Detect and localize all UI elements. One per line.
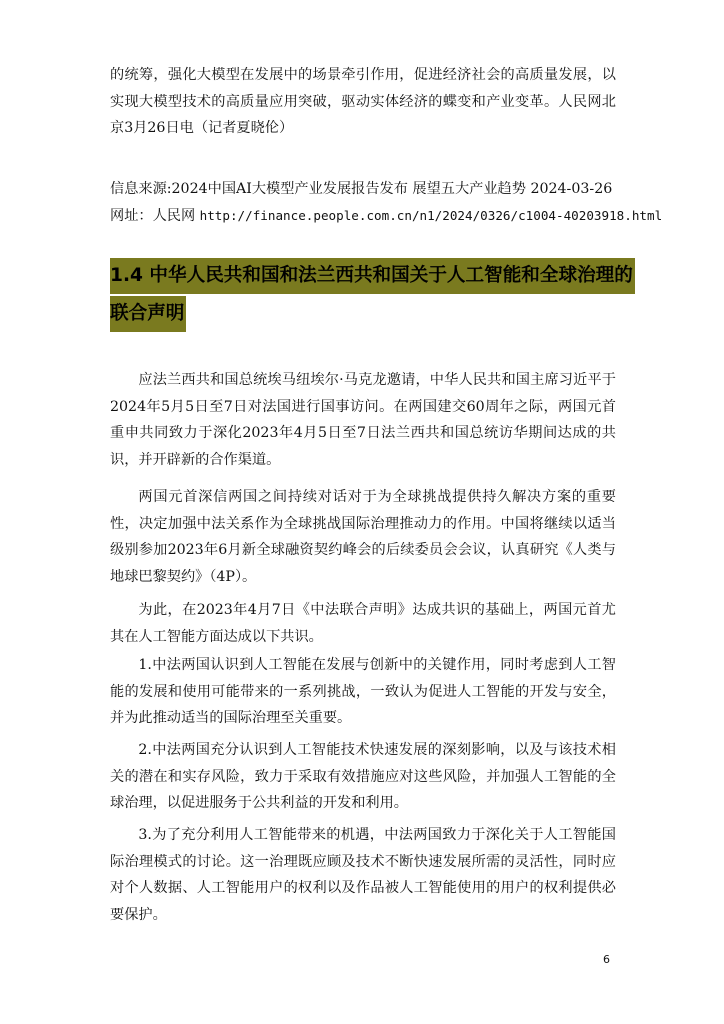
body-paragraph-6: 3.为了充分利用人工智能带来的机遇，中法两国致力于深化关于人工智能国际治理模式的讨论。这一治理既应顾及技术不断快速发展所需的灵活性，同时应对个人数据、人工智能用户的权利以及作品被人工智能使用的用户的权利提供必要保护。: [110, 827, 616, 923]
section-heading-line-1: 1.4 中华人民共和国和法兰西共和国关于人工智能和全球治理的: [110, 258, 635, 294]
body-paragraph-5: 2.中法两国充分认识到人工智能技术快速发展的深刻影响，以及与该技术相关的潜在和实存风险，致力于采取有效措施应对这些风险，并加强人工智能的全球治理，以促进服务于公共利益的开发和利用。: [110, 742, 616, 811]
source-info-line: 信息来源:2024中国AI大模型产业发展报告发布 展望五大产业趋势 2024-03-26: [110, 181, 613, 197]
continuation-paragraph: 的统筹，强化大模型在发展中的场景牵引作用，促进经济社会的高质量发展，以实现大模型技术的高质量应用突破，驱动实体经济的蝶变和产业变革。人民网北京3月26日电（记者夏晓伦）: [110, 67, 616, 136]
body-paragraph-1: 应法兰西共和国总统埃马纽埃尔·马克龙邀请，中华人民共和国主席习近平于2024年5月5日至7日对法国进行国事访问。在两国建交60周年之际，两国元首重申共同致力于深化2023年4月5日至7日法兰西共和国总统访华期间达成的共识，并开辟新的合作渠道。: [110, 372, 616, 468]
section-heading-line-2: 联合声明: [110, 296, 186, 332]
body-paragraph-4: 1.中法两国认识到人工智能在发展与创新中的关键作用，同时考虑到人工智能的发展和使用可能带来的一系列挑战，一致认为促进人工智能的开发与安全，并为此推动适当的国际治理至关重要。: [110, 657, 616, 726]
source-url-line: [110, 203, 663, 229]
body-paragraph-3: 为此，在2023年4月7日《中法联合声明》达成共识的基础上，两国元首尤其在人工智能方面达成以下共识。: [110, 602, 616, 645]
source-url-link[interactable]: http://finance.people.com.cn/n1/2024/0326/c1004-40203918.html: [199, 208, 663, 223]
source-url-prefix: 网址：人民网: [110, 208, 200, 224]
body-paragraph-2: 两国元首深信两国之间持续对话对于为全球挑战提供持久解决方案的重要性，决定加强中法关系作为全球挑战国际治理推动力的作用。中国将继续以适当级别参加2023年6月新全球融资契约峰会的后续委员会会议，认真研究《人类与地球巴黎契约》（4P）。: [110, 489, 616, 585]
section-heading: [110, 258, 633, 332]
page-number: 6: [603, 953, 610, 966]
